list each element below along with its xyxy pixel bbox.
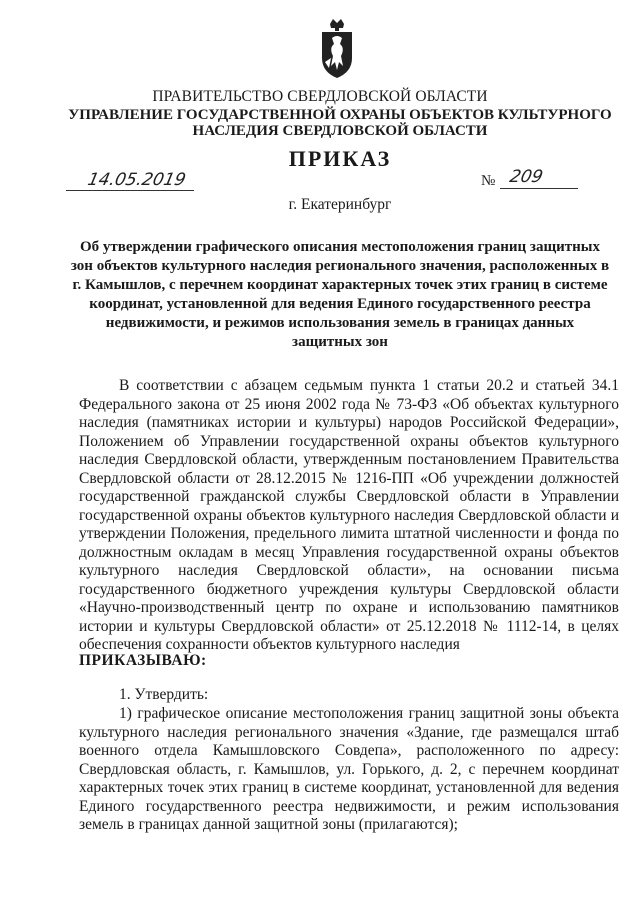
preamble-paragraph: В соответствии с абзацем седьмым пункта 1 статьи 20.2 и статьей 34.1 Федерального закона от 25 июня 2002 года № 73-ФЗ «Об объектах культурного наследия (памятниках истории и культуры) народов Российской Федерации», Положением об Управлении государственной охраны объектов культурного наследия Свердловской области, утвержденным постановлением Правительства Свердловской области от 28.12.2015 № 1216-ПП «Об учреждении должностей государственной гражданской службы Свердловской области в Управлении государственной охраны объектов культурного наследия Свердловской области и утверждении Положения, предельного лимита штатной численности и фонда по должностным окладам в месяц Управления государственной охраны объектов культурного наследия Свердловской области», на основании письма государственного бюджетного учреждения культуры Свердловской области «Научно-производственный центр по охране и использованию памятников истории и культуры Свердловской области» от 25.12.2018 № 1112-14, в целях обеспечения сохранности объектов культурного наследия <box>79 377 619 653</box>
number-label: № <box>481 173 496 189</box>
document-title: ПРИКАЗ <box>288 146 392 171</box>
city: г. Екатеринбург <box>288 196 392 213</box>
order-word: ПРИКАЗЫВАЮ: <box>79 652 207 669</box>
number-underline <box>500 188 578 189</box>
order-subject: Об утверждении графического описания местоположения границ защитных зон объектов культурного наследия регионального значения, расположенных в г. Камышлов, с перечнем координат характерных точек этих границ в системе координат, установленной для ведения Единого государственного реестра недвижимости, и режимов использования земель в границах данных защитных зон <box>70 239 610 350</box>
department-name: УПРАВЛЕНИЕ ГОСУДАРСТВЕННОЙ ОХРАНЫ ОБЪЕКТОВ КУЛЬТУРНОГО НАСЛЕДИЯ СВЕРДЛОВСКОЙ ОБЛАСТИ <box>68 107 612 139</box>
item-1: 1. Утвердить: <box>119 686 209 703</box>
order-date: 14.05.2019 <box>85 170 188 190</box>
sverdlovsk-coat-of-arms-icon <box>319 18 355 80</box>
date-underline <box>66 190 194 191</box>
item-1-1-paragraph: 1) графическое описание местоположения границ защитной зоны объекта культурного наследия регионального значения «Здание, где размещался штаб военного отдела Камышловского Совдепа», расположенного по адресу: Свердловская область, г. Камышлов, ул. Горького, д. 2, с перечнем координат характерных точек этих границ в системе координат, установленной для ведения Единого государственного реестра недвижимости, и режим использования земель в границах данной защитной зоны (прилагаются); <box>79 705 619 833</box>
order-number: 209 <box>507 167 545 187</box>
government-name: ПРАВИТЕЛЬСТВО СВЕРДЛОВСКОЙ ОБЛАСТИ <box>152 88 488 105</box>
